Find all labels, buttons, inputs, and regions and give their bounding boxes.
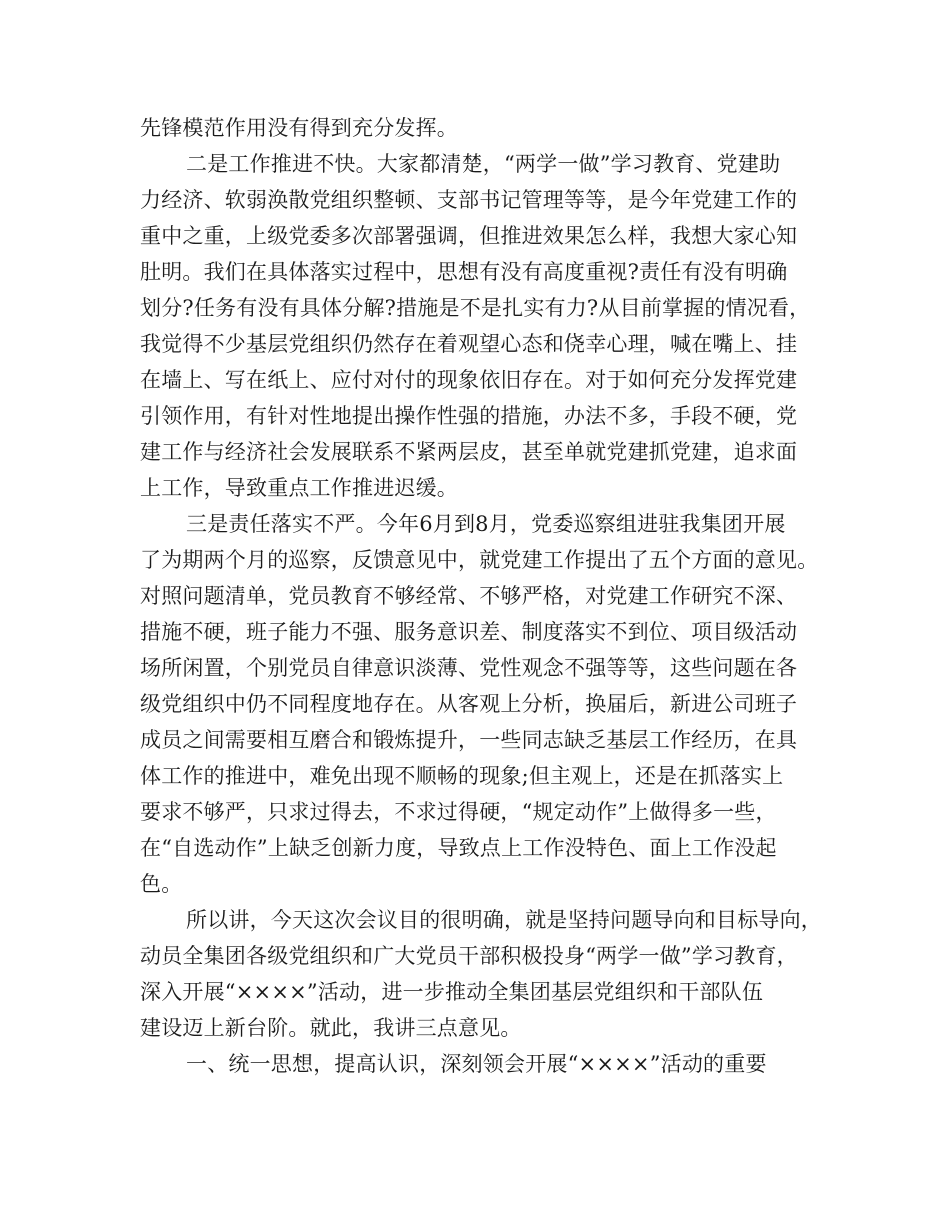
text-line: 要求不够严，只求过得去，不求过得硬，“规定动作”上做得多一些， [140, 800, 777, 824]
text-line: 先锋模范作用没有得到充分发挥。 [140, 116, 458, 140]
text-line: 我觉得不少基层党组织仍然存在着观望心态和侥幸心理，喊在嘴上、挂 [140, 332, 798, 356]
text-line: 成员之间需要相互磨合和锻炼提升，一些同志缺乏基层工作经历，在具 [140, 728, 798, 752]
text-line: 建设迈上新台阶。就此，我讲三点意见。 [140, 1016, 522, 1040]
text-line: 上工作，导致重点工作推进迟缓。 [140, 476, 458, 500]
text-line: 力经济、软弱涣散党组织整顿、支部书记管理等等，是今年党建工作的 [140, 188, 798, 212]
paragraph-first-line: 所以讲，今天这次会议目的很明确，就是坚持问题导向和目标导向， [186, 908, 822, 932]
text-line: 场所闲置，个别党员自律意识淡薄、党性观念不强等等，这些问题在各 [140, 656, 798, 680]
text-line: 动员全集团各级党组织和广大党员干部积极投身“两学一做”学习教育， [140, 944, 798, 968]
text-line: 体工作的推进中，难免出现不顺畅的现象;但主观上，还是在抓落实上 [140, 764, 784, 788]
text-line: 了为期两个月的巡察，反馈意见中，就党建工作提出了五个方面的意见。 [140, 548, 819, 572]
paragraph-first-line: 三是责任落实不严。今年6月到8月，党委巡察组进驻我集团开展 [186, 512, 786, 536]
text-line: 肚明。我们在具体落实过程中，思想有没有高度重视?责任有没有明确 [140, 260, 788, 284]
paragraph-first-line: 二是工作推进不快。大家都清楚，“两学一做”学习教育、党建助 [186, 152, 781, 176]
text-line: 引领作用，有针对性地提出操作性强的措施，办法不多，手段不硬，党 [140, 404, 798, 428]
text-line: 对照问题清单，党员教育不够经常、不够严格，对党建工作研究不深、 [140, 584, 798, 608]
text-line: 深入开展“××××”活动，进一步推动全集团基层党组织和干部队伍 [140, 980, 764, 1004]
text-line: 在“自选动作”上缺乏创新力度，导致点上工作没特色、面上工作没起 [140, 836, 777, 860]
text-line: 划分?任务有没有具体分解?措施是不是扎实有力?从目前掌握的情况看， [140, 296, 811, 320]
section-heading-line: 一、统一思想，提高认识，深刻领会开展“××××”活动的重要 [186, 1052, 767, 1076]
text-line: 色。 [140, 872, 183, 896]
text-line: 在墙上、写在纸上、应付对付的现象依旧存在。对于如何充分发挥党建 [140, 368, 798, 392]
text-line: 级党组织中仍不同程度地存在。从客观上分析，换届后，新进公司班子 [140, 692, 798, 716]
text-line: 建工作与经济社会发展联系不紧两层皮，甚至单就党建抓党建，追求面 [140, 440, 798, 464]
text-line: 重中之重，上级党委多次部署强调，但推进效果怎么样，我想大家心知 [140, 224, 798, 248]
text-line: 措施不硬，班子能力不强、服务意识差、制度落实不到位、项目级活动 [140, 620, 798, 644]
